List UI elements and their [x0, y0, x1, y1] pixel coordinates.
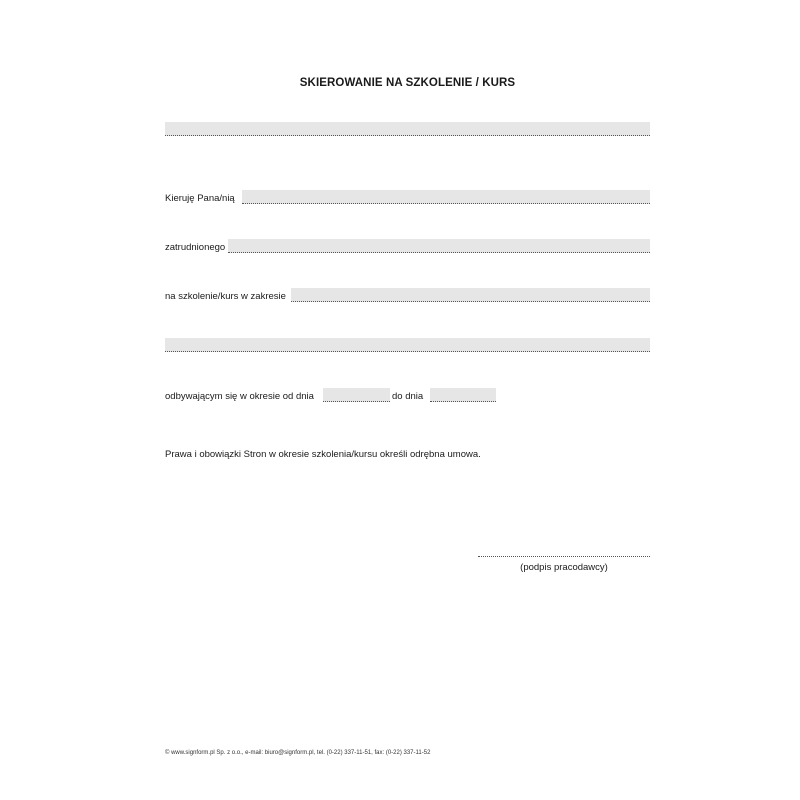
signature-line[interactable] [478, 556, 650, 557]
zakres-label: na szkolenie/kurs w zakresie [165, 291, 286, 302]
scope-field-2[interactable] [165, 338, 650, 352]
name-field[interactable] [242, 190, 650, 204]
document-title: SKIEROWANIE NA SZKOLENIE / KURS [299, 77, 516, 89]
header-field[interactable] [165, 122, 650, 136]
signature-caption: (podpis pracodawcy) [520, 562, 608, 573]
kieruje-label: Kieruję Pana/nią [165, 193, 235, 204]
okres-od-label: odbywającym się w okresie od dnia [165, 391, 314, 402]
employer-field[interactable] [228, 239, 650, 253]
scope-field-1[interactable] [291, 288, 650, 302]
date-from-field[interactable] [323, 388, 390, 402]
footer-copyright: © www.signform.pl Sp. z o.o., e-mail: biuro@signform.pl, tel. (0-22) 337-11-51, fax: (0-22) 337-11-52 [165, 750, 431, 756]
statement-text: Prawa i obowiązki Stron w okresie szkolenia/kursu określi odrębna umowa. [165, 449, 481, 460]
date-to-field[interactable] [430, 388, 496, 402]
do-dnia-label: do dnia [392, 391, 424, 402]
zatrudnionego-label: zatrudnionego [165, 242, 226, 253]
